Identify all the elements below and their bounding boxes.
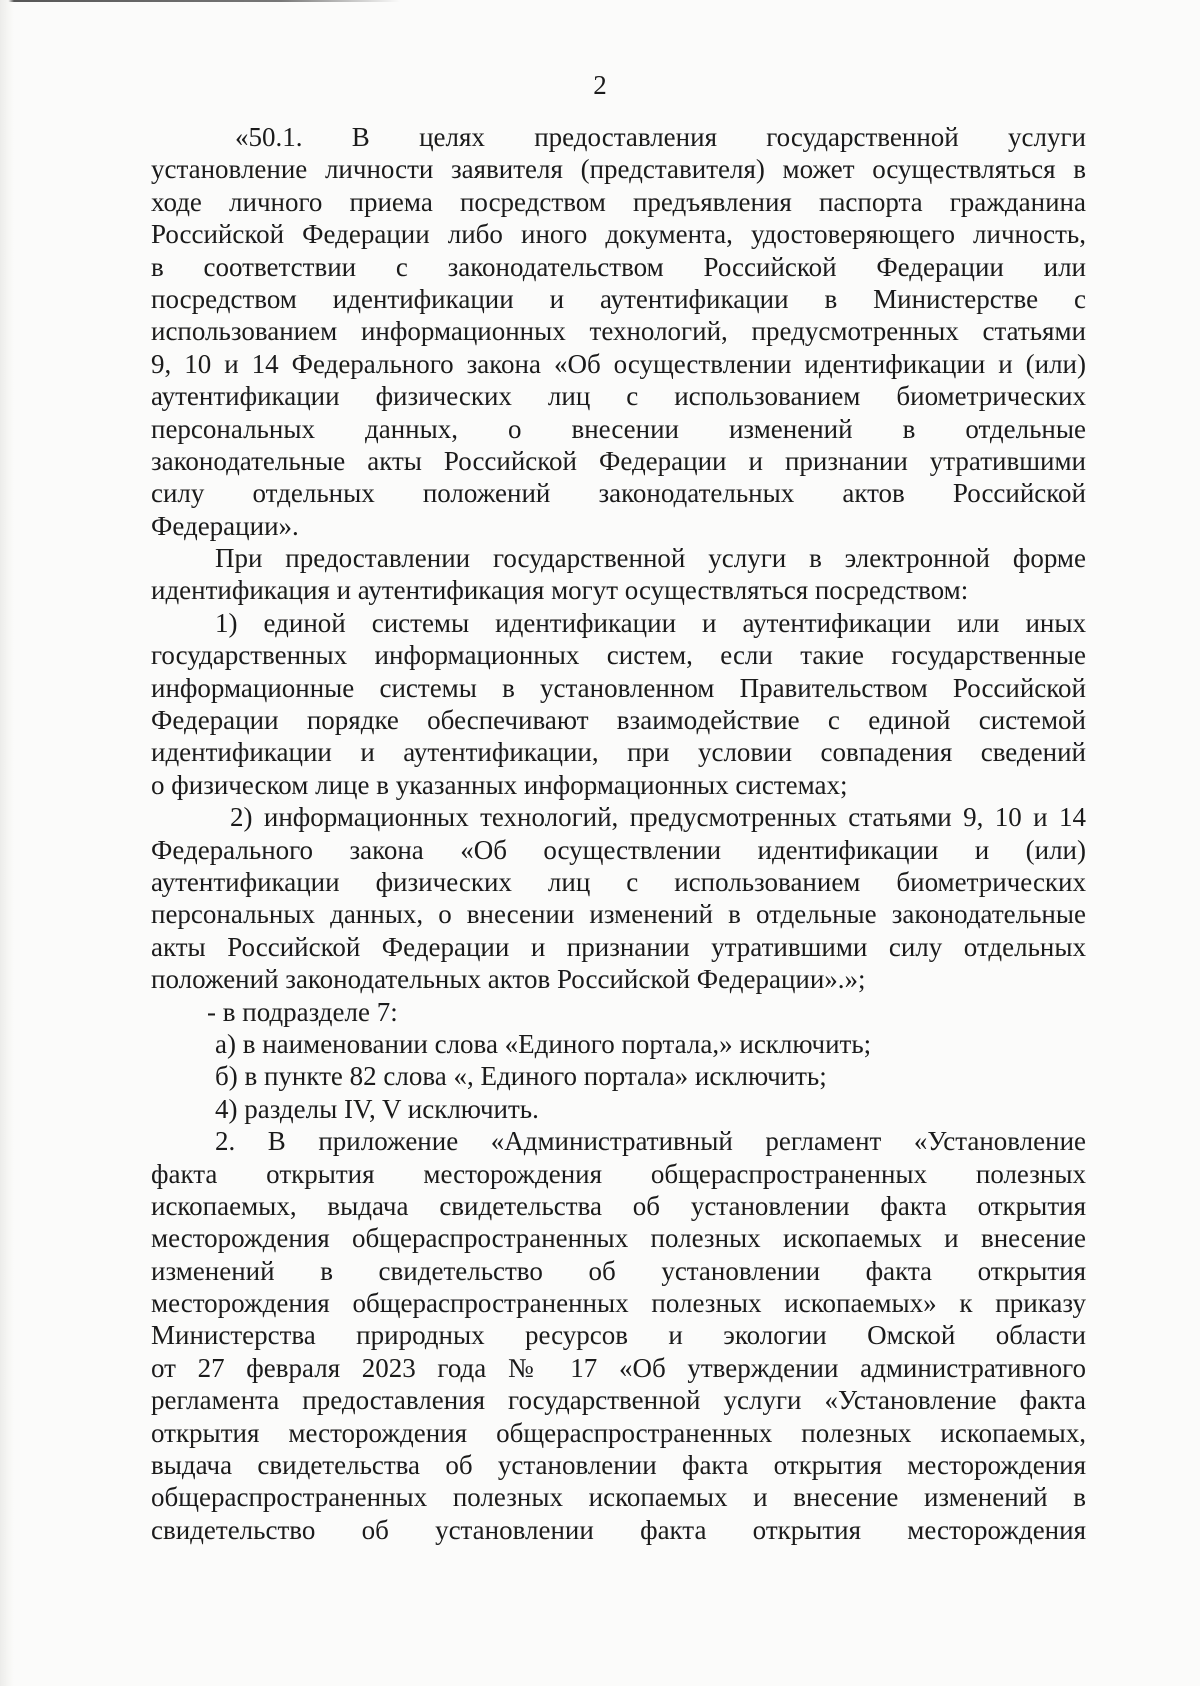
text-line: 2. В приложение «Административный регламент «Установление	[215, 1126, 1086, 1157]
text-line: 4) разделы IV, V исключить.	[215, 1093, 539, 1124]
text-line: установление личности заявителя (представителя) может осуществляться в	[151, 154, 1086, 185]
text-line: посредством идентификации и аутентификации в Министерстве с	[151, 283, 1086, 314]
text-line: «50.1. В целях предоставления государственной услуги	[235, 122, 1086, 152]
text-line: Российской Федерации либо иного документа, удостоверяющего личность,	[151, 219, 1086, 250]
text-line: идентификации и аутентификации, при условии совпадения сведений	[151, 737, 1086, 768]
text-line: свидетельство об установлении факта открытия месторождения	[151, 1514, 1086, 1545]
text-line: выдача свидетельства об установлении факта открытия месторождения	[151, 1450, 1086, 1481]
text-line: в соответствии с законодательством Российской Федерации или	[151, 251, 1086, 282]
text-line: персональных данных, о внесении изменений в отдельные законодательные	[151, 899, 1086, 930]
text-line: б) в пункте 82 слова «, Единого портала» исключить;	[215, 1061, 827, 1092]
text-line: - в подразделе 7:	[207, 996, 398, 1027]
text-line: акты Российской Федерации и признании утратившими силу отдельных	[151, 931, 1086, 962]
text-line: изменений в свидетельство об установлении факта открытия	[151, 1255, 1086, 1286]
text-line: общераспространенных полезных ископаемых и внесение изменений в	[151, 1482, 1086, 1513]
text-line: от 27 февраля 2023 года № 17 «Об утверждении административного	[151, 1352, 1086, 1383]
text-line: идентификация и аутентификация могут осуществляться посредством:	[151, 575, 969, 606]
text-line: месторождения общераспространенных полезных ископаемых и внесение	[151, 1223, 1086, 1254]
text-line: При предоставлении государственной услуги в электронной форме	[215, 543, 1086, 574]
text-line: о физическом лице в указанных информационных системах;	[151, 769, 848, 800]
text-line: регламента предоставления государственной услуги «Установление факта	[151, 1385, 1086, 1416]
text-line: государственных информационных систем, если такие государственные	[151, 640, 1086, 671]
text-line: 9, 10 и 14 Федерального закона «Об осуществлении идентификации и (или)	[151, 348, 1086, 379]
text-line: персональных данных, о внесении изменений в отдельные	[151, 413, 1086, 444]
text-line: Федерального закона «Об осуществлении идентификации и (или)	[151, 834, 1086, 865]
scan-edge-top	[0, 0, 400, 2]
text-line: положений законодательных актов Российской Федерации».»;	[151, 964, 866, 995]
page-number: 2	[593, 70, 607, 100]
text-line: информационные системы в установленном Правительством Российской	[151, 672, 1086, 703]
text-line: Федерации порядке обеспечивают взаимодействие с единой системой	[151, 705, 1086, 736]
text-line: аутентификации физических лиц с использованием биометрических	[151, 866, 1086, 897]
text-line: открытия месторождения общераспространенных полезных ископаемых,	[151, 1417, 1086, 1448]
text-line: Министерства природных ресурсов и экологии Омской области	[151, 1320, 1086, 1351]
text-line: Федерации».	[151, 510, 299, 541]
text-line: аутентификации физических лиц с использованием биометрических	[151, 381, 1086, 412]
text-line: силу отдельных положений законодательных актов Российской	[151, 478, 1086, 509]
text-line: 2) информационных технологий, предусмотренных статьями 9, 10 и 14	[230, 802, 1086, 833]
text-line: законодательные акты Российской Федерации и признании утратившими	[151, 445, 1086, 476]
scan-edge-left	[0, 0, 14, 1686]
text-line: ходе личного приема посредством предъявления паспорта гражданина	[151, 186, 1086, 217]
text-line: использованием информационных технологий, предусмотренных статьями	[151, 316, 1086, 347]
text-line: 1) единой системы идентификации и аутентификации или иных	[215, 607, 1086, 638]
text-line: ископаемых, выдача свидетельства об установлении факта открытия	[151, 1190, 1086, 1221]
text-line: факта открытия месторождения общераспространенных полезных	[151, 1158, 1086, 1189]
text-line: а) в наименовании слова «Единого портала,» исключить;	[215, 1028, 872, 1059]
text-line: месторождения общераспространенных полезных ископаемых» к приказу	[151, 1288, 1086, 1319]
document-body	[151, 121, 1086, 1546]
